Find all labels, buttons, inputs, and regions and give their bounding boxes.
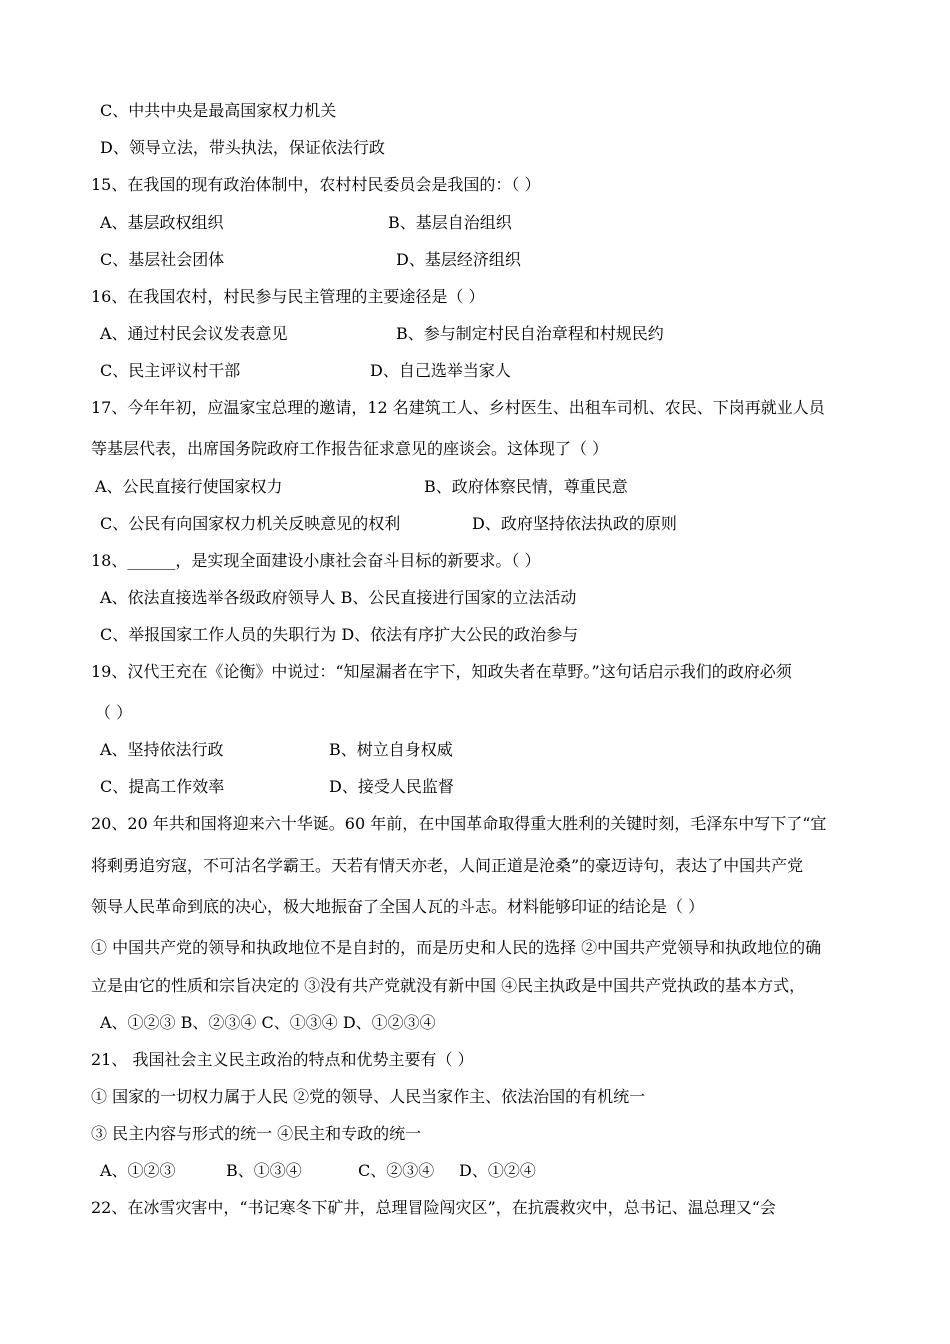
q15-option-b: B、基层自治组织 [388, 213, 512, 232]
question-20-line-1: 20、20 年共和国将迎来六十华诞。60 年前，在中国革命取得重大胜利的关键时刻，毛泽东中写下了“宜 [91, 814, 827, 833]
question-17-line-1: 17、今年年初，应温家宝总理的邀请，12 名建筑工人、乡村医生、出租车司机、农民、下岗再就业人员 [91, 398, 825, 417]
option-c-line: C、中共中央是最高国家权力机关 [100, 101, 337, 120]
q16-option-a: A、通过村民会议发表意见 [100, 324, 288, 343]
question-18-options-cd: C、举报国家工作人员的失职行为 D、依法有序扩大公民的政治参与 [100, 625, 579, 644]
question-21-statement-2: ③ 民主内容与形式的统一 ④民主和专政的统一 [91, 1124, 422, 1143]
question-18: 18、______，是实现全面建设小康社会奋斗目标的新要求。（ ） [91, 551, 541, 570]
q17-option-a: A、公民直接行使国家权力 [95, 477, 283, 496]
question-16: 16、在我国农村，村民参与民主管理的主要途径是（ ） [91, 287, 485, 306]
q21-option-b: B、①③④ [226, 1161, 302, 1180]
q16-option-b: B、参与制定村民自治章程和村规民约 [396, 324, 664, 343]
question-19-line-1: 19、汉代王充在《论衡》中说过：“知屋漏者在宇下，知政失者在草野。”这句话启示我们的政府必须 [91, 662, 792, 681]
question-20-line-4: ① 中国共产党的领导和执政地位不是自封的，而是历史和人民的选择 ②中国共产党领导和执政地位的确 [91, 938, 822, 957]
question-15: 15、在我国的现有政治体制中，农村村民委员会是我国的：（ ） [91, 175, 541, 194]
q21-option-d: D、①②④ [459, 1161, 536, 1180]
q16-option-c: C、民主评议村干部 [100, 361, 241, 380]
option-d-line: D、领导立法，带头执法，保证依法行政 [100, 138, 385, 157]
q21-option-a: A、①②③ [100, 1161, 176, 1180]
q19-option-a: A、坚持依法行政 [100, 740, 224, 759]
q15-option-c: C、基层社会团体 [100, 250, 225, 269]
q17-option-d: D、政府坚持依法执政的原则 [472, 514, 677, 533]
question-20-line-2: 将剩勇追穷寇，不可沽名学霸王。天若有情天亦老，人间正道是沧桑”的豪迈诗句，表达了中国共产党 [91, 856, 804, 875]
q21-option-c: C、②③④ [358, 1161, 435, 1180]
q19-option-c: C、提高工作效率 [100, 777, 225, 796]
question-19-line-2: （ ） [95, 703, 133, 722]
question-20-line-3: 领导人民革命到底的决心，极大地振奋了全国人瓦的斗志。材料能够印证的结论是（ ） [91, 897, 705, 916]
q16-option-d: D、自己选举当家人 [370, 361, 511, 380]
question-20-options: A、①②③ B、②③④ C、①③④ D、①②③④ [100, 1013, 436, 1032]
q19-option-b: B、树立自身权威 [329, 740, 453, 759]
q17-option-b: B、政府体察民情，尊重民意 [424, 477, 628, 496]
question-21-statement-1: ① 国家的一切权力属于人民 ②党的领导、人民当家作主、依法治国的有机统一 [91, 1087, 646, 1106]
q15-option-d: D、基层经济组织 [396, 250, 521, 269]
question-20-line-5: 立是由它的性质和宗旨决定的 ③没有共产党就没有新中国 ④民主执政是中国共产党执政的基本方式， [91, 976, 806, 995]
q17-option-c: C、公民有向国家权力机关反映意见的权利 [100, 514, 401, 533]
question-22: 22、在冰雪灾害中，“书记寒冬下矿井，总理冒险闯灾区”，在抗震救灾中，总书记、温总理又“会 [91, 1198, 776, 1217]
q15-option-a: A、基层政权组织 [100, 213, 224, 232]
question-21: 21、 我国社会主义民主政治的特点和优势主要有（ ） [91, 1050, 474, 1069]
q19-option-d: D、接受人民监督 [329, 777, 454, 796]
question-17-line-2: 等基层代表，出席国务院政府工作报告征求意见的座谈会。这体现了（ ） [91, 439, 609, 458]
question-18-options-ab: A、依法直接选举各级政府领导人 B、公民直接进行国家的立法活动 [100, 588, 577, 607]
